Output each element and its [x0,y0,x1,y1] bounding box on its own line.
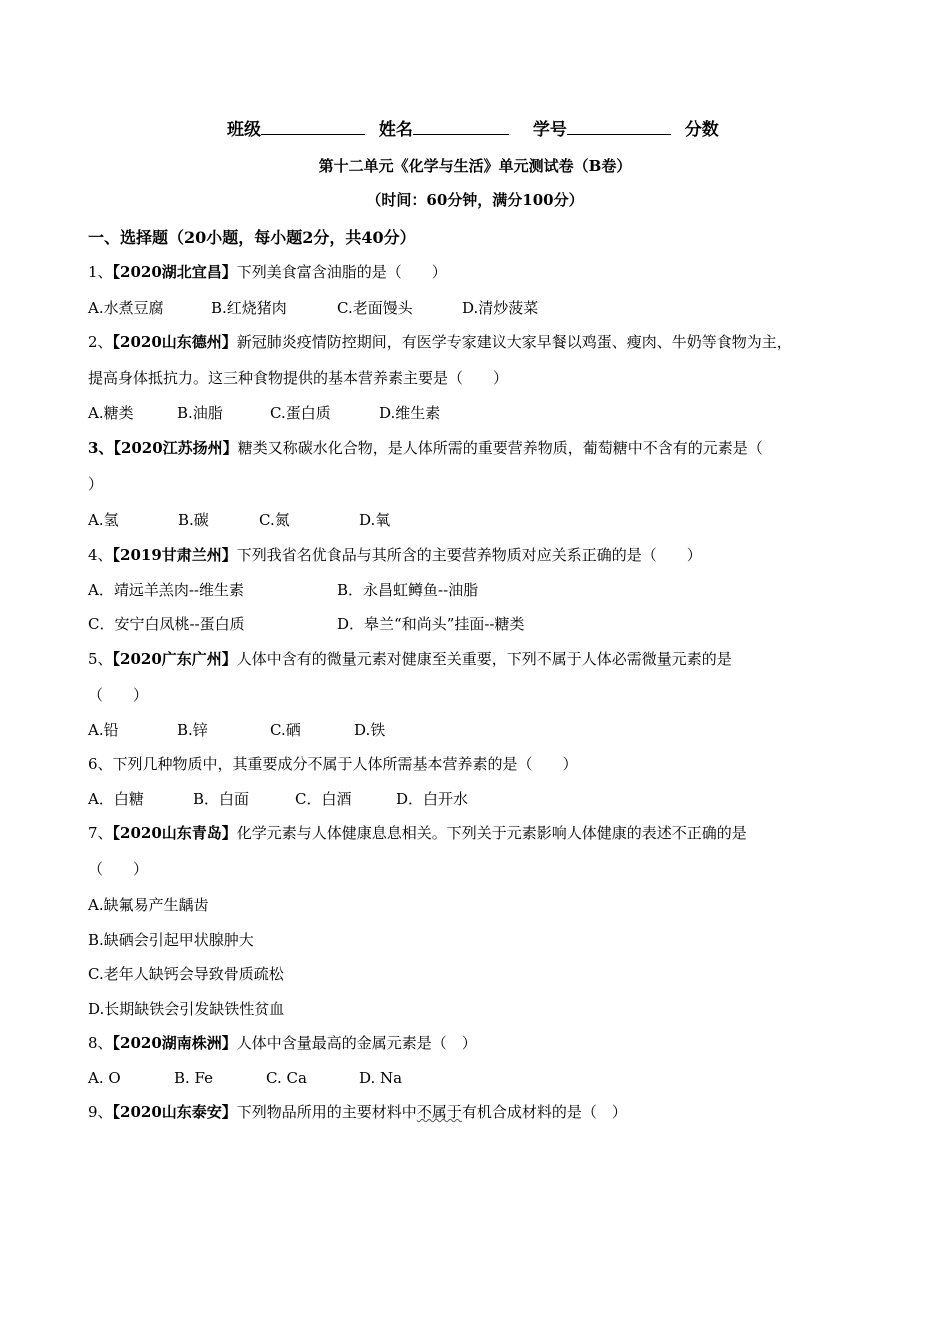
option: C. Ca [266,1069,307,1087]
question-source: 【2020湖北宜昌】 [112,263,237,281]
question-source: 【2020湖南株洲】 [112,1034,237,1052]
question-text: 化学元素与人体健康息息相关。下列关于元素影响人体健康的表述不正确的是 [236,824,747,842]
question-source: 【2020山东德州】 [112,333,237,351]
option: D. Na [359,1069,403,1087]
option: A.缺氟易产生龋齿 [88,896,209,914]
emphasis-text: 不属于 [416,1103,462,1121]
question-number: 3、 [88,439,114,457]
option: B.锌 [177,721,208,739]
page-subtitle: （时间：60分钟，满分100分） [366,191,584,209]
option: D．皋兰“和尚头”挂面--糖类 [337,615,525,633]
option: D.铁 [354,721,386,739]
question-4 [88,545,702,565]
question-source: 【2020江苏扬州】 [113,439,238,457]
question-text: 人体中含量最高的金属元素是（ ） [236,1034,477,1052]
question-text: 人体中含有的微量元素对健康至关重要，下列不属于人体必需微量元素的是 [236,650,732,668]
option: A.糖类 [88,404,134,422]
question-7 [88,823,747,843]
class-label: 班级 [227,120,261,140]
option: C.硒 [270,721,301,739]
question-text: 下列美食富含油脂的是（ ） [236,263,447,281]
question-5 [88,649,732,669]
option: A. O [88,1069,121,1087]
name-label: 姓名 [378,120,413,140]
question-2 [88,332,792,352]
option: D.维生素 [379,404,441,422]
option: A．白糖 [88,790,144,808]
question-source: 【2019甘肃兰州】 [112,546,237,564]
question-number: 4、 [88,546,113,564]
question-2-continued: 提高身体抵抗力。这三种食物提供的基本营养素主要是（ ） [88,369,509,387]
question-text: 糖类又称碳水化合物，是人体所需的重要营养物质，葡萄糖中不含有的元素是（ [237,439,763,457]
question-text: 有机合成材料的是（ ） [461,1103,627,1121]
question-text: 下列我省名优食品与其所含的主要营养物质对应关系正确的是（ ） [236,546,702,564]
option: A.铅 [88,721,119,739]
question-number: 5、 [88,650,113,668]
page-title: 第十二单元《化学与生活》单元测试卷（B卷） [318,157,632,175]
question-source: 【2020山东泰安】 [112,1103,237,1121]
question-text: 新冠肺炎疫情防控期间，有医学专家建议大家早餐以鸡蛋、瘦肉、牛奶等食物为主， [236,333,792,351]
name-blank[interactable] [413,118,509,135]
question-3-continued: ） [88,475,104,493]
option: C．安宁白凤桃--蛋白质 [88,615,245,633]
option: D.长期缺铁会引发缺铁性贫血 [88,1000,285,1018]
option: B.缺硒会引起甲状腺肿大 [88,931,254,949]
score-label: 分数 [684,120,719,140]
option: B. Fe [174,1069,214,1087]
option: A.氢 [88,511,119,529]
question-number: 1、 [88,263,113,281]
class-blank[interactable] [261,118,365,135]
option: B.红烧猪肉 [211,299,287,317]
question-5-continued: （ ） [88,686,149,704]
option: D.清炒菠菜 [462,299,539,317]
question-number: 7、 [88,824,113,842]
question-3 [88,438,763,458]
option: C.蛋白质 [270,404,331,422]
question-8 [88,1033,477,1053]
option: B.油脂 [177,404,223,422]
question-source: 【2020广东广州】 [112,650,237,668]
question-6 [88,754,578,774]
id-label: 学号 [532,120,567,140]
question-source: 【2020山东青岛】 [112,824,237,842]
section-title: 一、选择题（20小题，每小题2分，共40分） [88,228,416,247]
option: D．白开水 [396,790,469,808]
option: A.水煮豆腐 [88,299,164,317]
question-7-continued: （ ） [88,860,149,878]
question-1 [88,262,447,282]
option: C.老面馒头 [337,299,413,317]
question-number: 2、 [88,333,113,351]
question-number: 6、 [88,755,113,773]
option: C.氮 [259,511,290,529]
question-9 [88,1102,627,1122]
option: A．靖远羊羔肉--维生素 [88,581,244,599]
option: B．永昌虹鳟鱼--油脂 [337,581,479,599]
question-number: 9、 [88,1103,113,1121]
question-text: 下列几种物质中，其重要成分不属于人体所需基本营养素的是（ ） [112,755,578,773]
option: B.碳 [178,511,209,529]
option: B．白面 [193,790,250,808]
id-blank[interactable] [567,118,671,135]
option: D.氧 [359,511,391,529]
student-info-row [227,118,719,140]
question-text: 下列物品所用的主要材料中 [236,1103,417,1121]
question-number: 8、 [88,1034,113,1052]
option: C．白酒 [295,790,352,808]
option: C.老年人缺钙会导致骨质疏松 [88,965,284,983]
